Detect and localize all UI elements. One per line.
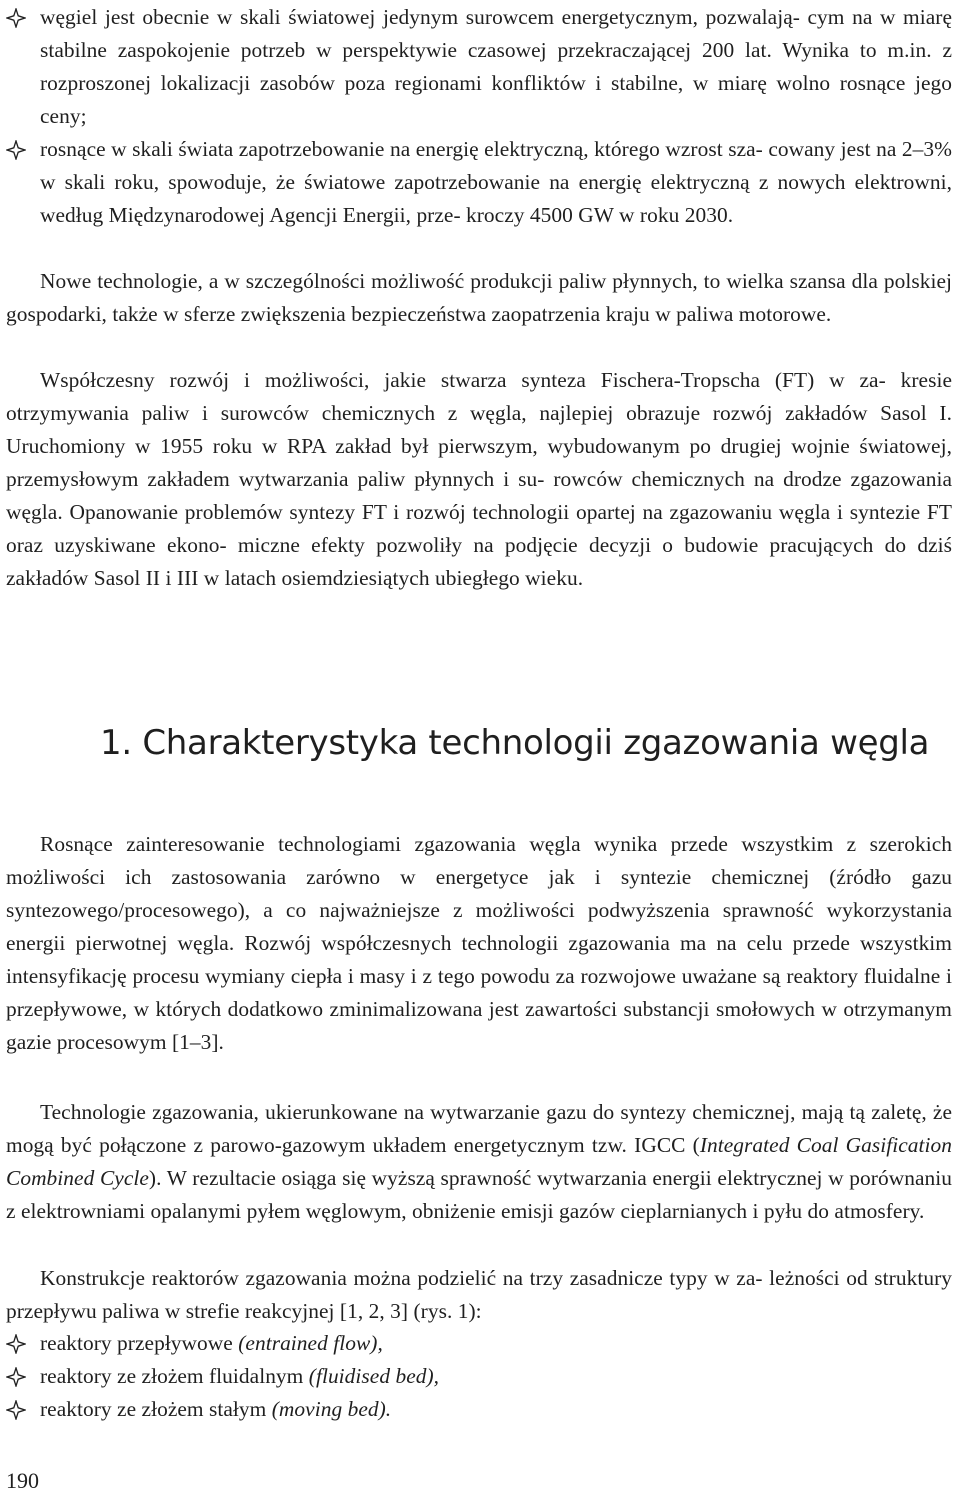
reactor-type-entrained-flow: [6, 1327, 383, 1360]
reactor-type-text: [40, 1393, 391, 1426]
bullet-text: rosnące w skali świata zapotrzebowanie na energię elektryczną, którego wzrost sza- cowany jest na 2–3% w skali roku, spowoduje, że światowe zapotrzebowanie na energię elektryczną z nowych elektrowni, według Międzynarodowej Agencji Energii, prze- kroczy 4500 GW w roku 2030.: [40, 137, 952, 227]
paragraph-new-technologies: Nowe technologie, a w szczególności możliwość produkcji paliw płynnych, to wielka szansa dla polskiej gospodarki, także w sferze zwiększenia bezpieczeństwa zaopatrzenia kraju w paliwa motorowe.: [6, 269, 952, 326]
reactor-type-label: reaktory ze złożem fluidalnym: [40, 1364, 309, 1388]
four-point-star-outline-icon: [6, 1360, 40, 1393]
reactor-type-fluidised-bed: [6, 1360, 439, 1393]
reactor-type-english: (moving bed).: [271, 1397, 392, 1421]
page-number: 190: [6, 1468, 39, 1493]
paragraph-gasification-interest: Rosnące zainteresowanie technologiami zgazowania węgla wynika przede wszystkim z szerokich możliwości ich zastosowania zarówno w energetyce jak i syntezie chemicznej (źródło gazu syntezowego/procesowego), a co najważniejsze z możliwości podwyższenia sprawność wykorzystania energii pierwotnej węgla. Rozwój współczesnych technologii zgazowania ma na celu przede wszystkim intensyfikację procesu wymiany ciepła i masy i z tego powodu za rozwojowe uważane są reaktory fluidalne i przepływowe, w których dodatkowo zminimalizowana jest zawartości substancji smołowych w otrzymanym gazie procesowym [1–3].: [6, 832, 952, 1054]
paragraph-igcc: [6, 1096, 952, 1228]
bullet-item-coal: [6, 1, 952, 133]
reactor-type-english: (fluidised bed),: [308, 1364, 440, 1388]
four-point-star-outline-icon: [6, 1393, 40, 1426]
reactor-type-label: reaktory przepływowe: [40, 1331, 239, 1355]
reactor-type-english: (entrained flow),: [238, 1331, 383, 1355]
four-point-star-outline-icon: [6, 1, 40, 34]
paragraph-igcc-italic-term: Integrated Coal Gasification Combined Cycle: [6, 1133, 953, 1190]
four-point-star-outline-icon: [6, 1327, 40, 1360]
paragraph-igcc-text-after: ). W rezultacie osiąga się wyższą sprawność wytwarzania energii elektrycznej w porównaniu z elektrowniami opalanymi pyłem węglowym, obniżenie emisji gazów cieplarnianych i pyłu do atmosfery.: [6, 1166, 952, 1223]
paragraph-igcc-text-before: Technologie zgazowania, ukierunkowane na wytwarzanie gazu do syntezy chemicznej, mają tą zaletę, że mogą być połączone z parowo-gazowym układem energetycznym tzw. IGCC (: [6, 1100, 952, 1157]
bullet-text: węgiel jest obecnie w skali światowej jedynym surowcem energetycznym, pozwalają- cym na w miarę stabilne zaspokojenie potrzeb w perspektywie czasowej przekraczającej 200 lat. Wynika to m.in. z rozproszonej lokalizacji zasobów poza regionami konfliktów i stabilne, w miarę wolno rosnące jego ceny;: [40, 5, 952, 128]
reactor-type-moving-bed: [6, 1393, 391, 1426]
paragraph-fischer-tropsch: Współczesny rozwój i możliwości, jakie stwarza synteza Fischera-Tropscha (FT) w za- kresie otrzymywania paliw i surowców chemicznych z węgla, najlepiej obrazuje rozwój zakładów Sasol I. Uruchomiony w 1955 roku w RPA zakład był pierwszym, wybudowanym po drugiej wojnie światowej, przemysłowym zakładem wytwarzania paliw płynnych i su- rowców chemicznych na drodze zgazowania węgla. Opanowanie problemów syntezy FT i rozwój technologii opartej na zgazowaniu węgla i syntezie FT oraz uzyskiwane ekono- miczne efekty pozwoliły na podjęcie decyzji o budowie pracujących do dziś zakładów Sasol II i III w latach osiemdziesiątych ubiegłego wieku.: [6, 368, 952, 590]
reactor-type-text: [40, 1327, 383, 1360]
reactor-type-label: reaktory ze złożem stałym: [40, 1397, 272, 1421]
section-heading: 1. Charakterystyka technologii zgazowania węgla: [100, 723, 930, 763]
four-point-star-outline-icon: [6, 133, 40, 166]
reactor-type-text: [40, 1360, 439, 1393]
bullet-item-electricity-demand: [6, 133, 952, 232]
paragraph-reactor-types-intro: Konstrukcje reaktorów zgazowania można podzielić na trzy zasadnicze typy w za- leżności od struktury przepływu paliwa w strefie reakcyjnej [1, 2, 3] (rys. 1):: [6, 1266, 952, 1323]
